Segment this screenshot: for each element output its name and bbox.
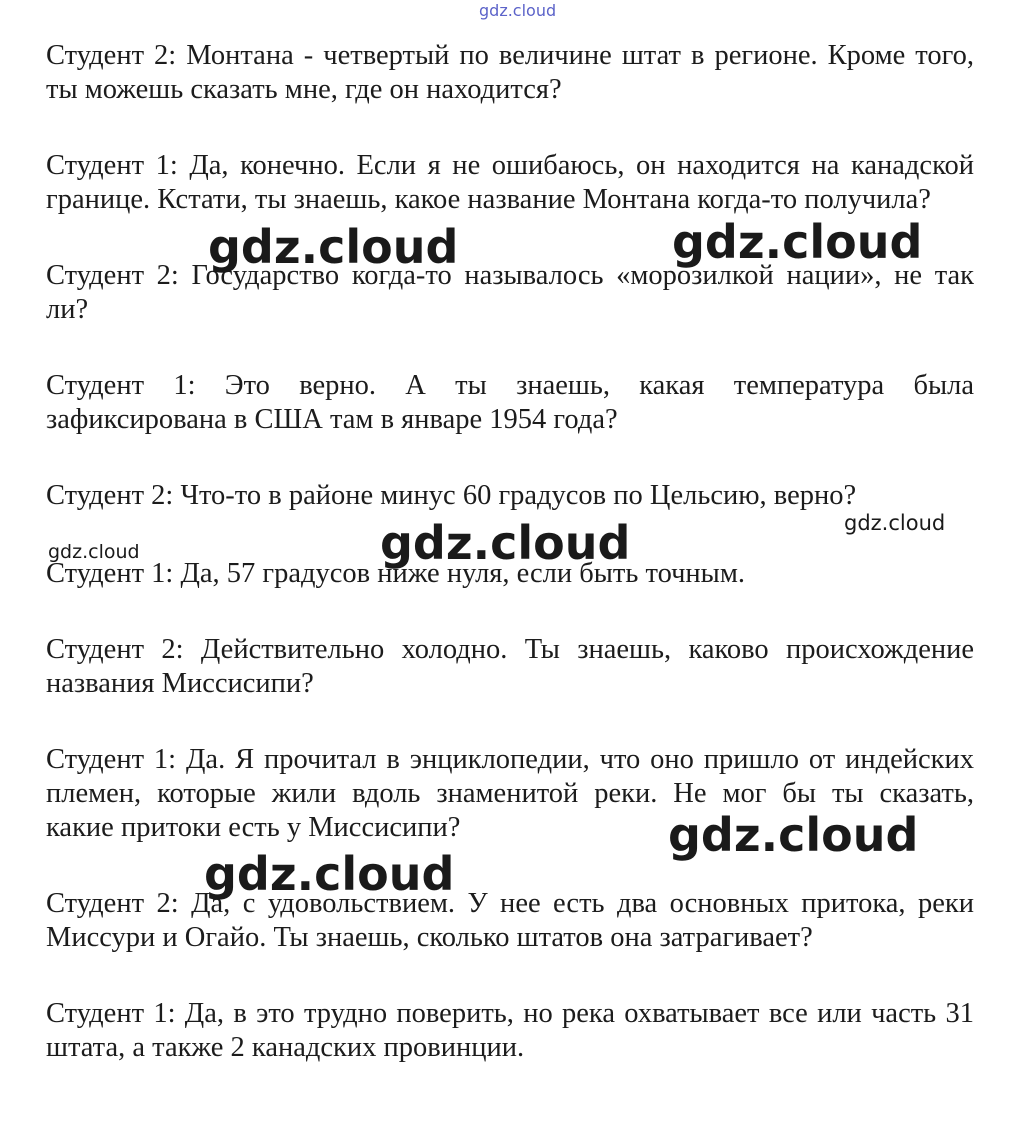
dialogue-line: ты можешь сказать мне, где он находится? (46, 74, 562, 105)
watermark-large: gdz.cloud (668, 808, 919, 862)
dialogue-line: Миссури и Огайо. Ты знаешь, сколько штатов она затрагивает? (46, 922, 813, 953)
dialogue-line: племен, которые жили вдоль знаменитой реки. Не мог бы ты сказать, (46, 778, 974, 809)
dialogue-turn (46, 997, 974, 1065)
dialogue-line: какие притоки есть у Миссисипи? (46, 812, 461, 843)
dialogue-turn (46, 887, 974, 955)
dialogue-turn (46, 149, 974, 217)
watermark-top: gdz.cloud (479, 1, 557, 20)
dialogue-line: зафиксирована в США там в январе 1954 года? (46, 404, 618, 435)
dialogue-turn (46, 369, 974, 437)
dialogue-turn (46, 259, 974, 327)
dialogue-line: Студент 1: Да, 57 градусов ниже нуля, если быть точным. (46, 558, 745, 589)
dialogue-turn (46, 39, 974, 107)
dialogue-turn (46, 633, 974, 701)
dialogue-line: Студент 1: Да, в это трудно поверить, но река охватывает все или часть 31 (46, 998, 974, 1029)
dialogue-line: Студент 1: Это верно. А ты знаешь, какая температура была (46, 370, 974, 401)
dialogue-line: Студент 2: Действительно холодно. Ты знаешь, каково происхождение (46, 634, 974, 665)
dialogue-line: Студент 2: Да, с удовольствием. У нее есть два основных притока, реки (46, 888, 974, 919)
watermark-large: gdz.cloud (380, 516, 631, 570)
watermark-large: gdz.cloud (204, 847, 455, 901)
watermark-small: gdz.cloud (48, 541, 140, 563)
dialogue-line: Студент 1: Да. Я прочитал в энциклопедии, что оно пришло от индейских (46, 744, 974, 775)
dialogue-line: Студент 2: Что-то в районе минус 60 градусов по Цельсию, верно? (46, 480, 857, 511)
dialogue-line: названия Миссисипи? (46, 668, 314, 699)
watermark-small: gdz.cloud (844, 511, 946, 535)
watermark-large: gdz.cloud (208, 220, 459, 274)
dialogue-line: Студент 2: Государство когда-то называлось «морозилкой нации», не так (46, 260, 974, 291)
dialogue-turn (46, 479, 974, 513)
dialogue-line: Студент 1: Да, конечно. Если я не ошибаюсь, он находится на канадской (46, 150, 974, 181)
dialogue-line: ли? (46, 294, 89, 325)
watermark-large: gdz.cloud (672, 215, 923, 269)
dialogue-line: границе. Кстати, ты знаешь, какое название Монтана когда-то получила? (46, 184, 931, 215)
dialogue-line: Студент 2: Монтана - четвертый по величине штат в регионе. Кроме того, (46, 40, 974, 71)
dialogue-line: штата, а также 2 канадских провинции. (46, 1032, 525, 1063)
